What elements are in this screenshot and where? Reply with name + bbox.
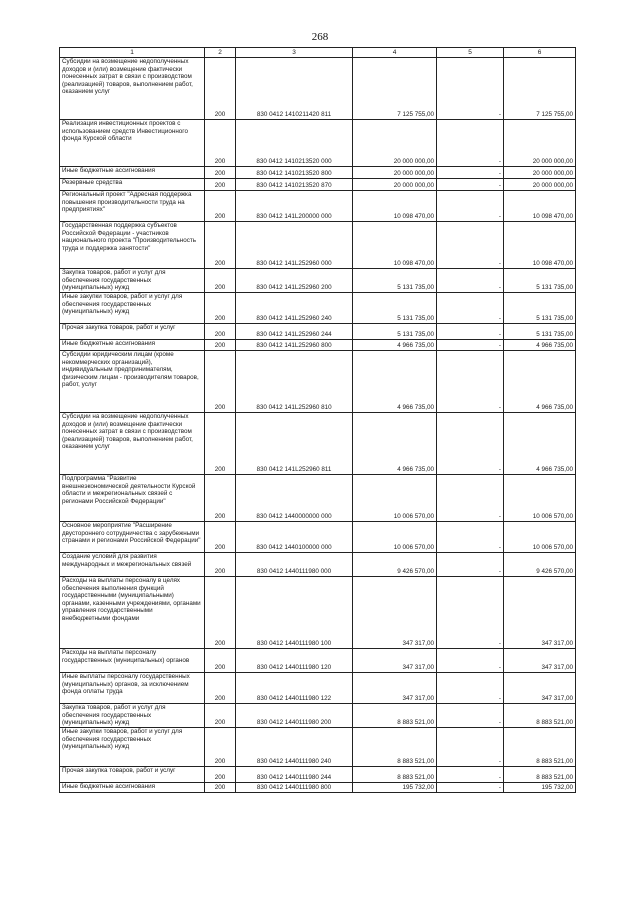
row-code: 200 [205, 767, 236, 783]
table-row [60, 58, 576, 120]
column-header: 4 [353, 48, 437, 58]
table-row [60, 340, 576, 351]
row-classification-code: 830 0412 1410213520 000 [236, 120, 353, 167]
row-name: Иные бюджетные ассигнования [60, 340, 205, 351]
row-amount-total: 195 732,00 [504, 783, 576, 793]
table-row [60, 351, 576, 413]
row-classification-code: 830 0412 1440111980 800 [236, 783, 353, 793]
row-classification-code: 830 0412 141L252960 240 [236, 293, 353, 324]
row-classification-code: 830 0412 141L252960 000 [236, 222, 353, 269]
row-classification-code: 830 0412 1440111980 120 [236, 649, 353, 673]
row-code: 200 [205, 120, 236, 167]
row-amount-change: - [437, 728, 504, 767]
row-amount-approved: 4 966 735,00 [353, 340, 437, 351]
row-amount-approved: 8 883 521,00 [353, 767, 437, 783]
row-amount-change: - [437, 767, 504, 783]
column-header: 3 [236, 48, 353, 58]
row-name: Создание условий для развития международных и межрегиональных связей [60, 553, 205, 577]
row-amount-approved: 347 317,00 [353, 673, 437, 704]
row-name: Региональный проект "Адресная поддержка повышения производительности труда на предприятиях" [60, 191, 205, 222]
table-row [60, 728, 576, 767]
row-amount-approved: 10 098 470,00 [353, 222, 437, 269]
row-classification-code: 830 0412 141L200000 000 [236, 191, 353, 222]
table-row [60, 522, 576, 553]
row-amount-approved: 8 883 521,00 [353, 728, 437, 767]
row-name: Иные выплаты персоналу государственных (муниципальных) органов, за исключением фонда оплаты труда [60, 673, 205, 704]
row-amount-total: 347 317,00 [504, 577, 576, 649]
row-name: Основное мероприятие "Расширение двустороннего сотрудничества с зарубежными странами и регионами Российской Федерации" [60, 522, 205, 553]
row-amount-change: - [437, 324, 504, 340]
row-amount-total: 5 131 735,00 [504, 324, 576, 340]
row-name: Субсидии на возмещение недополученных доходов и (или) возмещение фактически понесенных затрат в связи с производством (реализацией) товаров, выполнением работ, оказанием услуг [60, 413, 205, 475]
row-amount-approved: 347 317,00 [353, 577, 437, 649]
budget-table-body [60, 48, 576, 793]
table-row [60, 120, 576, 167]
row-classification-code: 830 0412 1440111980 244 [236, 767, 353, 783]
column-header: 1 [60, 48, 205, 58]
row-amount-total: 7 125 755,00 [504, 58, 576, 120]
row-amount-change: - [437, 351, 504, 413]
row-amount-change: - [437, 191, 504, 222]
row-code: 200 [205, 340, 236, 351]
row-amount-total: 347 317,00 [504, 649, 576, 673]
row-name: Иные закупки товаров, работ и услуг для обеспечения государственных (муниципальных) нужд [60, 728, 205, 767]
row-amount-approved: 195 732,00 [353, 783, 437, 793]
row-amount-change: - [437, 704, 504, 728]
row-amount-total: 4 966 735,00 [504, 351, 576, 413]
row-amount-total: 8 883 521,00 [504, 704, 576, 728]
row-name: Государственная поддержка субъектов Российской Федерации - участников национального проекта "Производительность труда и поддержка занятости" [60, 222, 205, 269]
row-amount-approved: 10 006 570,00 [353, 475, 437, 522]
row-amount-total: 5 131 735,00 [504, 293, 576, 324]
column-header: 6 [504, 48, 576, 58]
row-name: Субсидии на возмещение недополученных доходов и (или) возмещение фактически понесенных затрат в связи с производством (реализацией) товаров, выполнением работ, оказанием услуг [60, 58, 205, 120]
row-classification-code: 830 0412 1410213520 800 [236, 167, 353, 179]
page-number: 268 [311, 31, 329, 43]
table-row [60, 167, 576, 179]
row-amount-total: 8 883 521,00 [504, 767, 576, 783]
row-amount-approved: 8 883 521,00 [353, 704, 437, 728]
row-code: 200 [205, 413, 236, 475]
row-classification-code: 830 0412 1440111980 000 [236, 553, 353, 577]
row-amount-change: - [437, 553, 504, 577]
table-row [60, 577, 576, 649]
budget-table [59, 47, 576, 793]
table-row [60, 191, 576, 222]
row-name: Прочая закупка товаров, работ и услуг [60, 767, 205, 783]
row-amount-change: - [437, 269, 504, 293]
table-row [60, 413, 576, 475]
row-amount-change: - [437, 673, 504, 704]
row-amount-total: 10 006 570,00 [504, 475, 576, 522]
row-name: Расходы на выплаты персоналу в целях обеспечения выполнения функций государственными (муниципальными) органами, казенными учреждениями, органами управления государственными внебюджетными фондами [60, 577, 205, 649]
table-row [60, 179, 576, 191]
row-code: 200 [205, 269, 236, 293]
row-name: Субсидии юридическим лицам (кроме некоммерческих организаций), индивидуальным предпринимателям, физическим лицам - производителям товаров, работ, услуг [60, 351, 205, 413]
table-row [60, 767, 576, 783]
row-name: Иные бюджетные ассигнования [60, 167, 205, 179]
row-classification-code: 830 0412 141L252960 244 [236, 324, 353, 340]
table-row [60, 783, 576, 793]
row-amount-approved: 5 131 735,00 [353, 293, 437, 324]
row-classification-code: 830 0412 141L252960 800 [236, 340, 353, 351]
row-classification-code: 830 0412 1410211420 811 [236, 58, 353, 120]
row-name: Резервные средства [60, 179, 205, 191]
table-row [60, 704, 576, 728]
row-name: Закупка товаров, работ и услуг для обеспечения государственных (муниципальных) нужд [60, 704, 205, 728]
row-amount-total: 8 883 521,00 [504, 728, 576, 767]
row-code: 200 [205, 293, 236, 324]
row-code: 200 [205, 522, 236, 553]
row-code: 200 [205, 351, 236, 413]
row-code: 200 [205, 783, 236, 793]
row-code: 200 [205, 673, 236, 704]
table-row [60, 222, 576, 269]
row-classification-code: 830 0412 141L252960 811 [236, 413, 353, 475]
row-amount-approved: 5 131 735,00 [353, 324, 437, 340]
table-row [60, 269, 576, 293]
row-amount-total: 20 000 000,00 [504, 179, 576, 191]
row-code: 200 [205, 179, 236, 191]
row-code: 200 [205, 191, 236, 222]
row-amount-approved: 10 098 470,00 [353, 191, 437, 222]
row-amount-change: - [437, 167, 504, 179]
row-amount-approved: 5 131 735,00 [353, 269, 437, 293]
row-amount-approved: 20 000 000,00 [353, 167, 437, 179]
row-amount-change: - [437, 413, 504, 475]
row-amount-change: - [437, 649, 504, 673]
row-amount-change: - [437, 783, 504, 793]
row-amount-approved: 4 966 735,00 [353, 413, 437, 475]
row-classification-code: 830 0412 1440111980 100 [236, 577, 353, 649]
row-amount-total: 4 966 735,00 [504, 413, 576, 475]
row-amount-change: - [437, 475, 504, 522]
row-amount-change: - [437, 293, 504, 324]
row-classification-code: 830 0412 1440111980 240 [236, 728, 353, 767]
row-code: 200 [205, 577, 236, 649]
table-row [60, 649, 576, 673]
row-amount-change: - [437, 222, 504, 269]
row-amount-change: - [437, 58, 504, 120]
table-row [60, 553, 576, 577]
row-name: Прочая закупка товаров, работ и услуг [60, 324, 205, 340]
row-amount-total: 20 000 000,00 [504, 120, 576, 167]
row-code: 200 [205, 475, 236, 522]
row-code: 200 [205, 704, 236, 728]
table-row [60, 673, 576, 704]
table-row [60, 475, 576, 522]
row-amount-approved: 9 426 570,00 [353, 553, 437, 577]
row-code: 200 [205, 58, 236, 120]
column-number-row [60, 48, 576, 58]
row-name: Подпрограмма "Развитие внешнеэкономической деятельности Курской области и межрегиональных связей с регионами Российской Федерации" [60, 475, 205, 522]
row-code: 200 [205, 553, 236, 577]
row-amount-change: - [437, 179, 504, 191]
row-amount-total: 10 098 470,00 [504, 222, 576, 269]
row-amount-total: 10 098 470,00 [504, 191, 576, 222]
row-classification-code: 830 0412 1410213520 870 [236, 179, 353, 191]
row-amount-approved: 7 125 755,00 [353, 58, 437, 120]
column-header: 2 [205, 48, 236, 58]
row-amount-change: - [437, 340, 504, 351]
row-name: Иные бюджетные ассигнования [60, 783, 205, 793]
row-amount-change: - [437, 522, 504, 553]
row-amount-total: 347 317,00 [504, 673, 576, 704]
row-classification-code: 830 0412 1440111980 200 [236, 704, 353, 728]
row-classification-code: 830 0412 1440100000 000 [236, 522, 353, 553]
row-classification-code: 830 0412 141L252960 810 [236, 351, 353, 413]
row-name: Закупка товаров, работ и услуг для обеспечения государственных (муниципальных) нужд [60, 269, 205, 293]
row-classification-code: 830 0412 1440000000 000 [236, 475, 353, 522]
row-amount-approved: 10 006 570,00 [353, 522, 437, 553]
row-amount-approved: 347 317,00 [353, 649, 437, 673]
row-amount-total: 4 966 735,00 [504, 340, 576, 351]
row-amount-total: 9 426 570,00 [504, 553, 576, 577]
row-amount-change: - [437, 120, 504, 167]
row-name: Реализация инвестиционных проектов с использованием средств Инвестиционного фонда Курской области [60, 120, 205, 167]
row-amount-approved: 4 966 735,00 [353, 351, 437, 413]
row-amount-total: 10 006 570,00 [504, 522, 576, 553]
table-row [60, 293, 576, 324]
column-header: 5 [437, 48, 504, 58]
row-name: Расходы на выплаты персоналу государственных (муниципальных) органов [60, 649, 205, 673]
row-name: Иные закупки товаров, работ и услуг для обеспечения государственных (муниципальных) нужд [60, 293, 205, 324]
row-code: 200 [205, 324, 236, 340]
row-code: 200 [205, 167, 236, 179]
row-classification-code: 830 0412 141L252960 200 [236, 269, 353, 293]
row-code: 200 [205, 728, 236, 767]
row-amount-approved: 20 000 000,00 [353, 120, 437, 167]
row-code: 200 [205, 649, 236, 673]
row-amount-total: 5 131 735,00 [504, 269, 576, 293]
row-amount-approved: 20 000 000,00 [353, 179, 437, 191]
row-classification-code: 830 0412 1440111980 122 [236, 673, 353, 704]
row-code: 200 [205, 222, 236, 269]
table-row [60, 324, 576, 340]
row-amount-change: - [437, 577, 504, 649]
row-amount-total: 20 000 000,00 [504, 167, 576, 179]
